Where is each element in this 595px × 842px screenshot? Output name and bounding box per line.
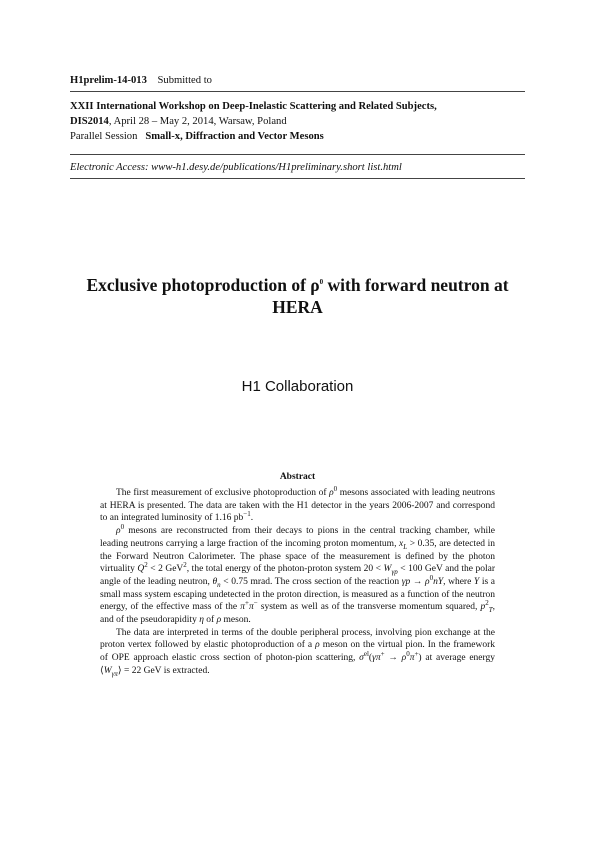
header-rule-2 [70, 154, 525, 155]
title-line1-end: with forward neutron at [323, 275, 509, 295]
abstract-paragraph-2: $\rho^0$ mesons are reconstructed from their decays to pions in the central tracking chamber, while leading neutrons carrying a large fraction of the incoming proton momentum, $x_L > 0.35$, are detected in the Forward Neutron Calorimeter. The phase space of the measurement is defined by the photon virtuality $Q^2 < 2$ GeV$^2$, the total energy of the photon-proton system $20 < W_{\gamma p} < 100$ GeV and the polar angle of the leading neutron, $\theta_n < 0.75$ mrad. The cross section of the reaction $\gamma p \to \rho^0nY$, where Y is a small mass system escaping undetected in the proton direction, is measured as a function of the neutron energy, of the effective mass of the π+π− system as well as of the transverse momentum squared, $p^2_T$, and of the pseudorapidity η of ρ meson. [100, 522, 496, 626]
electronic-access: Electronic Access: www-h1.desy.de/publications/H1preliminary.short list.html [70, 162, 402, 173]
conference-line1: XXII International Workshop on Deep-Inelastic Scattering and Related Subjects, [70, 101, 437, 112]
conference-line2 [70, 114, 525, 129]
paper-title [70, 274, 525, 318]
session-name: Small-x, Diffraction and Vector Mesons [145, 131, 324, 142]
submitted-label: Submitted to [157, 75, 212, 86]
title-line1: Exclusive photoproduction of ρ [86, 275, 320, 295]
abstract-paragraph-3: The data are interpreted in terms of the double peripheral process, involving pion exchange at the proton vertex followed by elastic photoproduction of a ρ meson on the virtual pion. In the framework of OPE approach elastic cross section of photon-pion scattering, $\sigma^{el}(\gamma\pi^+ \to \rho^0\pi^+)$ at average energy $⟨W_{\gamma\pi}⟩ = 22$ GeV is extracted. [100, 627, 496, 678]
session-label: Parallel Session [70, 131, 138, 142]
abstract-body [100, 484, 496, 678]
report-id: H1prelim-14-013 [70, 75, 147, 86]
title-sup: 0 [319, 278, 324, 287]
report-header [70, 73, 525, 88]
title-line2: HERA [272, 297, 323, 317]
abstract-heading: Abstract [279, 472, 316, 482]
header-rule-3 [70, 178, 525, 179]
abstract-paragraph-1: The first measurement of exclusive photoproduction of $\rho^0$ mesons associated with leading neutrons at HERA is presented. The data are taken with the H1 detector in the years 2006-2007 and correspond to an integrated luminosity of 1.16 $pb^{-1}$. [100, 484, 496, 524]
header-rule-1 [70, 91, 525, 92]
authors: H1 Collaboration [241, 378, 354, 395]
conference-block [70, 99, 525, 144]
session-line [70, 129, 525, 144]
conference-name: DIS2014 [70, 116, 109, 127]
conference-date-place: , April 28 – May 2, 2014, Warsaw, Poland [108, 116, 287, 127]
